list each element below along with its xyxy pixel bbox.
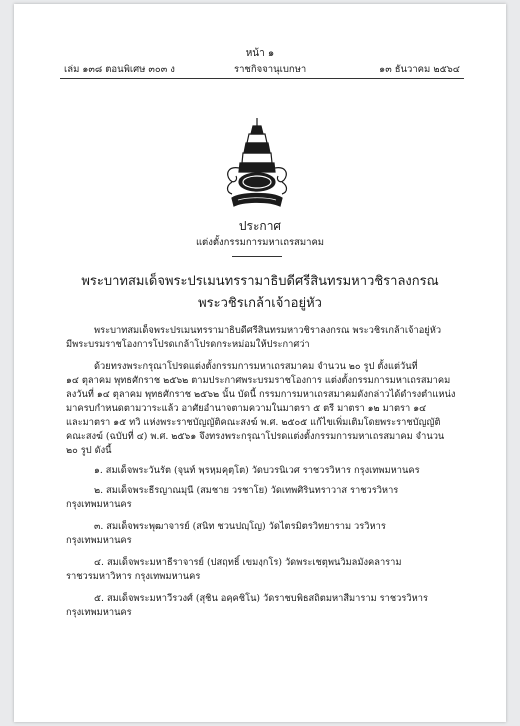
body-line: ด้วยทรงพระกรุณาโปรดแต่งตั้งกรรมการมหาเถรสมาคม จำนวน ๒๐ รูป ตั้งแต่วันที่ — [94, 361, 418, 372]
body-line: ๒๐ รูป ดังนี้ — [66, 445, 112, 456]
gazette-page — [14, 4, 506, 722]
announcement-subtitle: แต่งตั้งกรรมการมหาเถรสมาคม — [195, 237, 325, 248]
list-item: ๔. สมเด็จพระมหาธีราจารย์ (ปสฤทธิ์ เขมงฺกโร) วัดพระเชตุพนวิมลมังคลาราม — [94, 557, 402, 568]
list-item-continuation: กรุงเทพมหานคร — [66, 535, 132, 546]
body-line: มีพระบรมราชโองการโปรดเกล้าโปรดกระหม่อมให้ประกาศว่า — [66, 339, 310, 350]
volume-info: เล่ม ๑๓๘ ตอนพิเศษ ๓๐๓ ง — [64, 64, 175, 75]
page-number: หน้า ๑ — [245, 48, 275, 59]
body-line: พระบาทสมเด็จพระปรเมนทรรามาธิบดีศรีสินทรมหาวชิราลงกรณ พระวชิรเกล้าเจ้าอยู่หัว — [94, 325, 442, 336]
list-item-continuation: กรุงเทพมหานคร — [66, 607, 132, 618]
list-item: ๕. สมเด็จพระมหาวีรวงศ์ (สุชิน อคฺคชิโน) วัดราชบพิธสถิตมหาสีมาราม ราชวรวิหาร — [94, 593, 428, 604]
gazette-name: ราชกิจจานุเบกษา — [234, 64, 307, 75]
list-item-continuation: กรุงเทพมหานคร — [66, 499, 132, 510]
title-divider — [232, 256, 282, 257]
body-line: ๑๔ ตุลาคม พุทธศักราช ๒๕๖๒ ตามประกาศพระบรมราชโองการ แต่งตั้งกรรมการมหาเถรสมาคม — [66, 375, 451, 386]
king-name-line2: พระวชิรเกล้าเจ้าอยู่หัว — [198, 296, 322, 311]
royal-emblem-icon — [222, 116, 292, 212]
list-item: ๑. สมเด็จพระวันรัต (จุนท์ พฺรหฺมคุตฺโต) วัดบวรนิเวศ ราชวรวิหาร กรุงเทพมหานคร — [94, 465, 420, 476]
list-item-continuation: ราชวรมหาวิหาร กรุงเทพมหานคร — [66, 571, 201, 582]
header-divider — [60, 78, 464, 79]
issue-date: ๑๓ ธันวาคม ๒๕๖๔ — [379, 64, 460, 75]
body-line: คณะสงฆ์ (ฉบับที่ ๔) พ.ศ. ๒๕๖๑ จึงทรงพระกรุณาโปรดแต่งตั้งกรรมการมหาเถรสมาคม จำนวน — [66, 431, 445, 442]
body-line: มาครบกำหนดตามวาระแล้ว อาศัยอำนาจตามความในมาตรา ๕ ตรี มาตรา ๑๒ มาตรา ๑๔ — [66, 403, 427, 414]
king-name-line1: พระบาทสมเด็จพระปรเมนทรรามาธิบดีศรีสินทรมหาวชิราลงกรณ — [81, 274, 439, 289]
body-line: และมาตรา ๑๕ ทวิ แห่งพระราชบัญญัติคณะสงฆ์ พ.ศ. ๒๕๐๕ แก้ไขเพิ่มเติมโดยพระราชบัญญัติ — [66, 417, 441, 428]
body-line: ลงวันที่ ๑๔ ตุลาคม พุทธศักราช ๒๕๖๒ นั้น บัดนี้ กรรมการมหาเถรสมาคมดังกล่าวได้ดำรงตำแหน่ง — [66, 389, 456, 400]
announcement-title: ประกาศ — [238, 219, 282, 233]
list-item: ๒. สมเด็จพระธีรญาณมุนี (สมชาย วรชาโย) วัดเทพศิรินทราวาส ราชวรวิหาร — [94, 485, 399, 496]
list-item: ๓. สมเด็จพระพุฒาจารย์ (สนิท ชวนปญฺโญ) วัดไตรมิตรวิทยาราม วรวิหาร — [94, 521, 386, 532]
